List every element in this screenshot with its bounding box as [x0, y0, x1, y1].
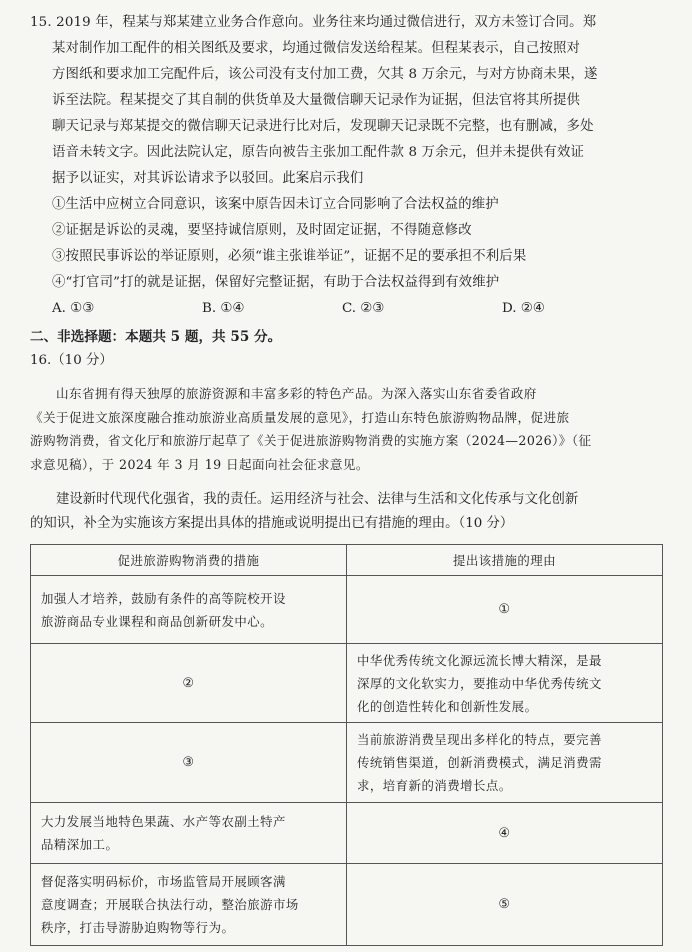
reason-cell [347, 644, 663, 723]
section-heading: 二、非选择题：本题共 5 题，共 55 分。 [30, 329, 282, 345]
choice-c[interactable]: C. ②③ [342, 301, 385, 316]
q15-statement-4: ④“打官司”打的就是证据，保留好完整证据，有助于合法权益得到有效维护 [52, 275, 500, 290]
table-row [31, 723, 663, 803]
table-row [31, 576, 663, 644]
q15-stem-line: 诉至法院。程某提交了其自制的供货单及大量微信聊天记录作为证据，但法官将其所提供 [52, 93, 581, 108]
measure-cell [31, 864, 347, 946]
measure-cell [31, 576, 347, 644]
choice-a[interactable]: A. ①③ [52, 301, 95, 316]
q15-stem-line: 15. 2019 年，程某与郑某建立业务合作意向。业务往来均通过微信进行，双方未签订合同。郑 [30, 15, 597, 30]
header-reason: 提出该措施的理由 [347, 545, 663, 576]
q15-stem-line: 聊天记录与郑某提交的微信聊天记录进行比对后，发现聊天记录既不完整，也有删减，多处 [52, 119, 594, 134]
instruction-line: 的知识，补全为实施该方案提出具体的措施或说明提出已有措施的理由。（10 分） [30, 516, 514, 531]
measure-cell [31, 803, 347, 864]
cell-line: 品精深加工。 [41, 837, 119, 852]
reason-cell [347, 723, 663, 803]
cell-line: 深厚的文化软实力，要推动中华优秀传统文 [357, 675, 602, 691]
material-line: 游购物消费，省文化厅和旅游厅起草了《关于促进旅游购物消费的实施方案（2024—2026）》（征 [30, 433, 592, 448]
q16-material [30, 382, 670, 476]
cell-line: 秩序，打击导游胁迫购物等行为。 [41, 920, 235, 935]
instruction-line: 建设新时代现代化强省，我的责任。运用经济与社会、法律与生活和文化传承与文化创新 [56, 492, 579, 507]
q16-label: 16.（10 分） [30, 353, 113, 368]
table-row [31, 803, 663, 864]
cell-line: 督促落实明码标价，市场监管局开展顾客满 [41, 874, 286, 889]
header-measure: 促进旅游购物消费的措施 [31, 545, 347, 576]
answer-blank-5[interactable]: ⑤ [347, 864, 663, 946]
q15-stem-line: 某对制作加工配件的相关图纸及要求，均通过微信发送给程某。但程某表示，自己按照对 [52, 41, 581, 56]
answer-blank-1[interactable]: ① [347, 576, 663, 644]
cell-line: 求，培育新的消费增长点。 [357, 778, 512, 793]
answer-blank-2[interactable]: ② [31, 644, 347, 723]
cell-line: 中华优秀传统文化源远流长博大精深，是最 [357, 652, 602, 668]
material-line: 山东省拥有得天独厚的旅游资源和丰富多彩的特色产品。为深入落实山东省委省政府 [56, 386, 537, 401]
table-row [31, 644, 663, 723]
q15-statement-3: ③按照民事诉讼的举证原则，必须“谁主张谁举证”，证据不足的要承担不利后果 [52, 249, 527, 264]
cell-line: 当前旅游消费呈现出多样化的特点，要完善 [357, 732, 602, 747]
q15-statement-2: ②证据是诉讼的灵魂，要坚持诚信原则，及时固定证据，不得随意修改 [52, 223, 472, 238]
q15-choices [52, 296, 652, 322]
q15-stem-line: 据予以证实，对其诉讼请求予以驳回。此案启示我们 [52, 171, 364, 186]
choice-b[interactable]: B. ①④ [202, 301, 245, 316]
q15-stem-line: 语音未转文字。因此法院认定，原告向被告主张加工配件款 8 万余元，但并未提供有效证 [52, 145, 585, 160]
question-15 [30, 10, 670, 296]
cell-line: 大力发展当地特色果蔬、水产等农副土特产 [41, 814, 286, 829]
table-row [31, 864, 663, 946]
q16-instruction [30, 488, 670, 536]
answer-blank-3[interactable]: ③ [31, 723, 347, 803]
q15-stem-line: 方图纸和要求加工完配件后，该公司没有支付加工费，欠其 8 万余元，与对方协商未果，遂 [52, 67, 598, 82]
measures-table [30, 544, 663, 946]
cell-line: 传统销售渠道，创新消费模式，满足消费需 [357, 755, 602, 770]
material-line: 《关于促进文旅深度融合推动旅游业高质量发展的意见》，打造山东特色旅游购物品牌，促进旅 [30, 409, 570, 425]
cell-line: 加强人才培养，鼓励有条件的高等院校开设 [41, 590, 286, 606]
answer-blank-4[interactable]: ④ [347, 803, 663, 864]
table-header-row [31, 545, 663, 576]
choice-d[interactable]: D. ②④ [502, 301, 545, 316]
cell-line: 意度调查；开展联合执法行动，整治旅游市场 [41, 897, 299, 912]
cell-line: 旅游商品专业课程和商品创新研发中心。 [41, 613, 274, 629]
q15-statement-1: ①生活中应树立合同意识，该案中原告因未订立合同影响了合法权益的维护 [52, 197, 499, 212]
cell-line: 化的创造性转化和创新性发展。 [357, 698, 538, 714]
material-line: 求意见稿），于 2024 年 3 月 19 日起面向社会征求意见。 [30, 456, 369, 472]
